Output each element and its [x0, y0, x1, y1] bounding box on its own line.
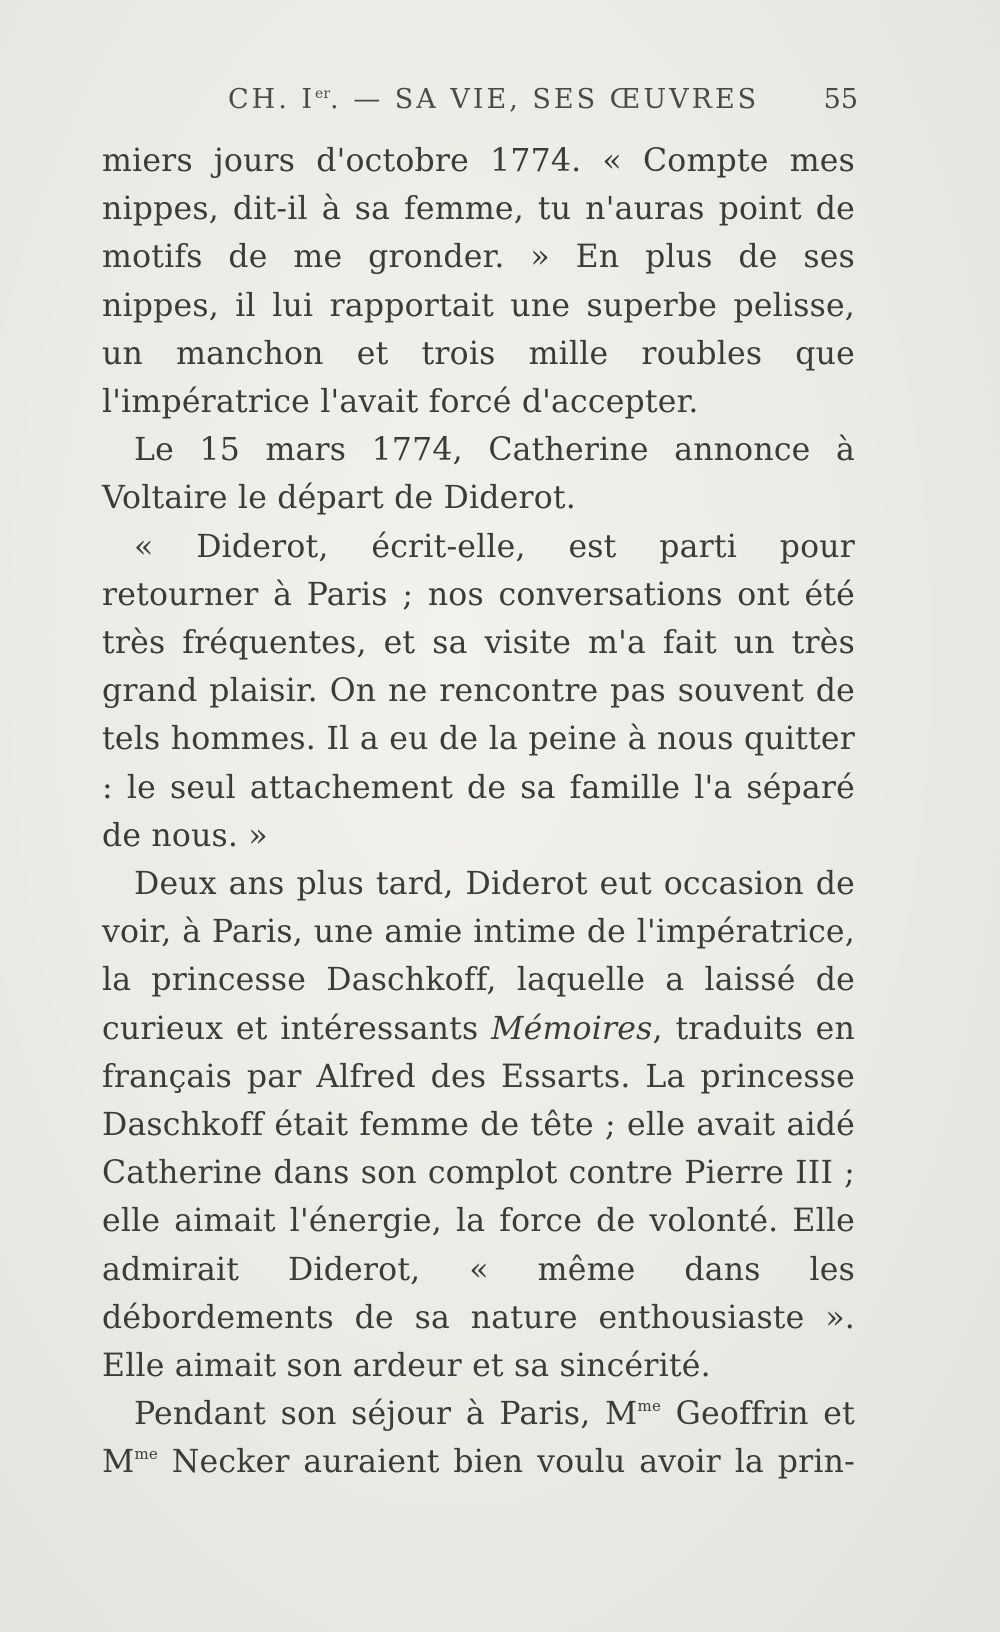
paragraph-1: miers jours d'octobre 1774. « Compte mes nippes, dit-il à sa femme, tu n'auras point de motifs de me gronder. » En plus de ses nippes, il lui rapportait une superbe pelisse, un manchon et trois mille roubles que l'impératrice l'avait forcé d'accepter.	[102, 143, 855, 421]
paragraph-3: « Diderot, écrit-elle, est parti pour retourner à Paris ; nos conversations ont été très fréquentes, et sa visite m'a fait un très grand plaisir. On ne rencontre pas souvent de tels hommes. Il a eu de la peine à nous quitter : le seul attachement de sa famille l'a séparé de nous. »	[102, 528, 855, 854]
paragraph-5-text-c: Necker auraient bien voulu avoir la prin-	[157, 1444, 855, 1481]
running-title-chapter: CH. I	[228, 84, 316, 115]
paragraph-4	[102, 860, 855, 1390]
paragraph-5	[102, 1390, 855, 1486]
paragraph-2: Le 15 mars 1774, Catherine annonce à Voltaire le départ de Diderot.	[102, 432, 855, 517]
paragraph-5-text-a: Pendant son séjour à Paris, M	[134, 1396, 638, 1433]
running-title	[228, 84, 759, 115]
paragraph-4-text-b: , traduits en français par Alfred des Essarts. La princesse Daschkoff était femme de tête ; elle avait aidé Catherine dans son complot contre Pierre III ; elle aimait l'énergie, la force de volonté. Elle admirait Diderot, « même dans les débordements de sa nature enthousiaste ». Elle aimait son ardeur et sa sincérité.	[102, 1010, 855, 1385]
paragraph-5-text-b: Geoffrin et M	[102, 1396, 856, 1481]
body-text	[102, 137, 855, 1487]
book-title-italic: Mémoires	[491, 1010, 653, 1047]
running-title-text: . — SA VIE, SES ŒUVRES	[330, 84, 760, 115]
madame-superscript: me	[637, 1396, 662, 1415]
page-number: 55	[823, 84, 858, 115]
madame-superscript: me	[134, 1444, 158, 1463]
paragraph-4-text-a: Deux ans plus tard, Diderot eut occasion de voir, à Paris, une amie intime de l'impératrice, la princesse Daschkoff, laquelle a laissé de curieux et intéressants	[102, 866, 855, 1047]
running-head	[0, 84, 1000, 120]
running-title-superscript: er	[315, 86, 331, 102]
